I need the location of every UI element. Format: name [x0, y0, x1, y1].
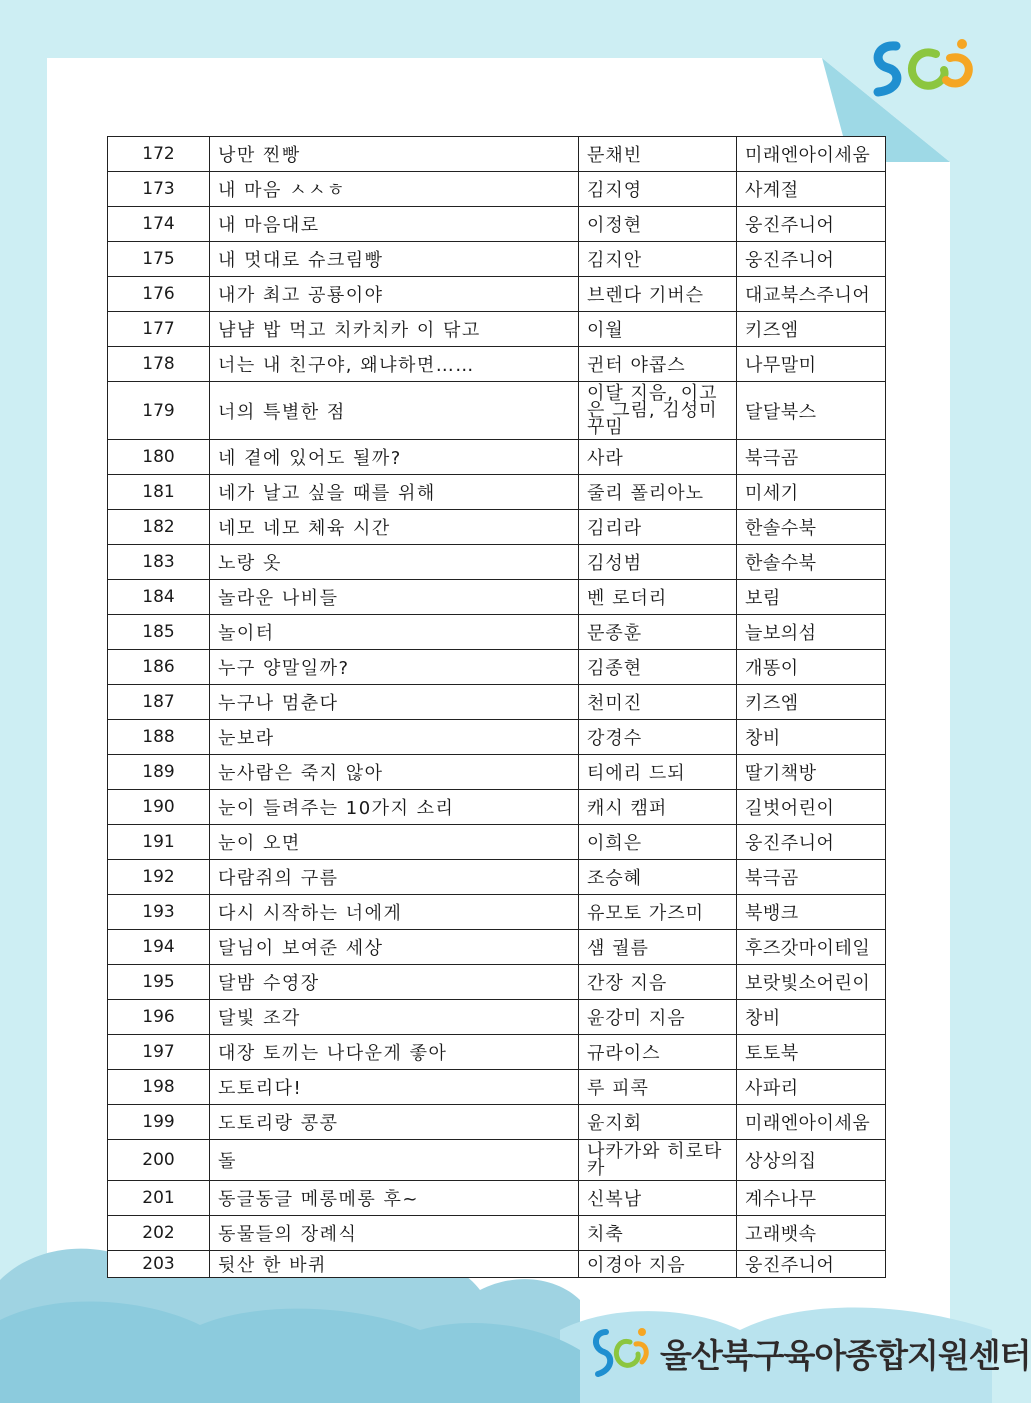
book-publisher: 나무말미: [737, 347, 886, 382]
table-row: [108, 1105, 886, 1140]
book-publisher: 북극곰: [737, 440, 886, 475]
row-number: 202: [108, 1216, 210, 1251]
book-title: 다람쥐의 구름: [210, 860, 579, 895]
book-title: 놀라운 나비들: [210, 580, 579, 615]
table-row: [108, 685, 886, 720]
book-title: 눈이 들려주는 10가지 소리: [210, 790, 579, 825]
book-publisher: 웅진주니어: [737, 242, 886, 277]
row-number: 196: [108, 1000, 210, 1035]
row-number: 176: [108, 277, 210, 312]
book-author: 사라: [579, 440, 737, 475]
row-number: 178: [108, 347, 210, 382]
row-number: 174: [108, 207, 210, 242]
table-row: [108, 720, 886, 755]
book-publisher: 키즈엠: [737, 685, 886, 720]
book-title: 내가 최고 공룡이야: [210, 277, 579, 312]
book-title: 돌: [210, 1140, 579, 1181]
table-row: [108, 615, 886, 650]
book-author: 캐시 캠퍼: [579, 790, 737, 825]
table-row: [108, 1216, 886, 1251]
table-row: [108, 650, 886, 685]
book-title: 달빛 조각: [210, 1000, 579, 1035]
table-row: [108, 965, 886, 1000]
book-author: 김지안: [579, 242, 737, 277]
book-author: 강경수: [579, 720, 737, 755]
book-publisher: 한솔수북: [737, 545, 886, 580]
table-row: [108, 930, 886, 965]
book-publisher: 사파리: [737, 1070, 886, 1105]
table-row: [108, 382, 886, 440]
book-publisher: 미세기: [737, 475, 886, 510]
book-publisher: 늘보의섬: [737, 615, 886, 650]
table-row: [108, 510, 886, 545]
table-row: [108, 137, 886, 172]
row-number: 198: [108, 1070, 210, 1105]
row-number: 190: [108, 790, 210, 825]
book-author: 줄리 폴리아노: [579, 475, 737, 510]
row-number: 203: [108, 1251, 210, 1278]
book-author: 브렌다 기버슨: [579, 277, 737, 312]
book-author: 신복남: [579, 1181, 737, 1216]
book-author: 벤 로더리: [579, 580, 737, 615]
row-number: 175: [108, 242, 210, 277]
table-row: [108, 860, 886, 895]
book-title: 누구 양말일까?: [210, 650, 579, 685]
row-number: 191: [108, 825, 210, 860]
book-title: 달밤 수영장: [210, 965, 579, 1000]
book-title: 내 마음 ㅅㅅㅎ: [210, 172, 579, 207]
book-author: 김리라: [579, 510, 737, 545]
book-author: 유모토 가즈미: [579, 895, 737, 930]
table-row: [108, 755, 886, 790]
book-title: 네모 네모 체육 시간: [210, 510, 579, 545]
book-author: 문채빈: [579, 137, 737, 172]
book-title: 낭만 찐빵: [210, 137, 579, 172]
book-publisher: 상상의집: [737, 1140, 886, 1181]
row-number: 199: [108, 1105, 210, 1140]
book-publisher: 웅진주니어: [737, 825, 886, 860]
book-author: 샘 궐름: [579, 930, 737, 965]
book-title: 노랑 옷: [210, 545, 579, 580]
row-number: 180: [108, 440, 210, 475]
row-number: 189: [108, 755, 210, 790]
table-row: [108, 475, 886, 510]
book-publisher: 보랏빛소어린이: [737, 965, 886, 1000]
book-author: 규라이스: [579, 1035, 737, 1070]
book-author: 이경아 지음: [579, 1251, 737, 1278]
book-author: 이달 지음, 이고은 그림, 김성미 꾸밈: [579, 382, 737, 440]
book-author: 이희은: [579, 825, 737, 860]
book-author: 간장 지음: [579, 965, 737, 1000]
row-number: 183: [108, 545, 210, 580]
book-title: 도토리랑 콩콩: [210, 1105, 579, 1140]
book-publisher: 보림: [737, 580, 886, 615]
row-number: 185: [108, 615, 210, 650]
book-publisher: 대교북스주니어: [737, 277, 886, 312]
book-publisher: 달달북스: [737, 382, 886, 440]
row-number: 186: [108, 650, 210, 685]
table-row: [108, 347, 886, 382]
book-author: 김종현: [579, 650, 737, 685]
row-number: 193: [108, 895, 210, 930]
book-author: 나카가와 히로타카: [579, 1140, 737, 1181]
book-title: 눈보라: [210, 720, 579, 755]
book-publisher: 딸기책방: [737, 755, 886, 790]
book-list-table: [107, 136, 886, 1278]
row-number: 197: [108, 1035, 210, 1070]
table-row: [108, 895, 886, 930]
center-logo-icon: [866, 36, 978, 102]
book-author: 티에리 드되: [579, 755, 737, 790]
book-title: 동물들의 장례식: [210, 1216, 579, 1251]
table-row: [108, 172, 886, 207]
table-row: [108, 242, 886, 277]
book-author: 치축: [579, 1216, 737, 1251]
book-publisher: 사계절: [737, 172, 886, 207]
table-row: [108, 825, 886, 860]
book-title: 너는 내 친구야, 왜냐하면……: [210, 347, 579, 382]
book-title: 뒷산 한 바퀴: [210, 1251, 579, 1278]
book-title: 너의 특별한 점: [210, 382, 579, 440]
book-publisher: 토토북: [737, 1035, 886, 1070]
book-title: 냠냠 밥 먹고 치카치카 이 닦고: [210, 312, 579, 347]
book-title: 눈사람은 죽지 않아: [210, 755, 579, 790]
table-row: [108, 207, 886, 242]
book-author: 조승혜: [579, 860, 737, 895]
row-number: 201: [108, 1181, 210, 1216]
book-publisher: 미래엔아이세움: [737, 137, 886, 172]
footer-org-name: 울산북구육아종합지원센터: [660, 1336, 1031, 1375]
book-title: 놀이터: [210, 615, 579, 650]
book-publisher: 후즈갓마이테일: [737, 930, 886, 965]
book-publisher: 고래뱃속: [737, 1216, 886, 1251]
table-row: [108, 1251, 886, 1278]
book-author: 문종훈: [579, 615, 737, 650]
table-row: [108, 440, 886, 475]
row-number: 195: [108, 965, 210, 1000]
book-title: 내 멋대로 슈크림빵: [210, 242, 579, 277]
book-title: 눈이 오면: [210, 825, 579, 860]
row-number: 200: [108, 1140, 210, 1181]
book-title: 도토리다!: [210, 1070, 579, 1105]
book-author: 천미진: [579, 685, 737, 720]
book-title: 대장 토끼는 나다운게 좋아: [210, 1035, 579, 1070]
row-number: 187: [108, 685, 210, 720]
book-author: 김성범: [579, 545, 737, 580]
row-number: 172: [108, 137, 210, 172]
table-row: [108, 312, 886, 347]
row-number: 194: [108, 930, 210, 965]
book-publisher: 북극곰: [737, 860, 886, 895]
book-publisher: 미래엔아이세움: [737, 1105, 886, 1140]
table-row: [108, 1181, 886, 1216]
row-number: 177: [108, 312, 210, 347]
book-title: 네 곁에 있어도 될까?: [210, 440, 579, 475]
book-publisher: 웅진주니어: [737, 207, 886, 242]
row-number: 188: [108, 720, 210, 755]
table-row: [108, 790, 886, 825]
book-title: 내 마음대로: [210, 207, 579, 242]
row-number: 182: [108, 510, 210, 545]
book-author: 귄터 야콥스: [579, 347, 737, 382]
book-publisher: 한솔수북: [737, 510, 886, 545]
table-row: [108, 1035, 886, 1070]
table-row: [108, 1140, 886, 1181]
book-publisher: 창비: [737, 720, 886, 755]
table-row: [108, 277, 886, 312]
book-author: 루 피콕: [579, 1070, 737, 1105]
book-publisher: 키즈엠: [737, 312, 886, 347]
book-publisher: 계수나무: [737, 1181, 886, 1216]
row-number: 179: [108, 382, 210, 440]
book-title: 동글동글 메롱메롱 후~: [210, 1181, 579, 1216]
book-author: 이월: [579, 312, 737, 347]
book-title: 누구나 멈춘다: [210, 685, 579, 720]
footer-logo-icon: [590, 1322, 650, 1386]
book-author: 윤강미 지음: [579, 1000, 737, 1035]
book-title: 네가 날고 싶을 때를 위해: [210, 475, 579, 510]
book-publisher: 북뱅크: [737, 895, 886, 930]
book-publisher: 창비: [737, 1000, 886, 1035]
book-author: 윤지회: [579, 1105, 737, 1140]
book-author: 이정현: [579, 207, 737, 242]
table-row: [108, 1070, 886, 1105]
table-row: [108, 580, 886, 615]
row-number: 181: [108, 475, 210, 510]
book-title: 다시 시작하는 너에게: [210, 895, 579, 930]
table-row: [108, 545, 886, 580]
book-title: 달님이 보여준 세상: [210, 930, 579, 965]
book-publisher: 개똥이: [737, 650, 886, 685]
row-number: 173: [108, 172, 210, 207]
book-publisher: 길벗어린이: [737, 790, 886, 825]
book-author: 김지영: [579, 172, 737, 207]
table-row: [108, 1000, 886, 1035]
row-number: 192: [108, 860, 210, 895]
row-number: 184: [108, 580, 210, 615]
book-publisher: 웅진주니어: [737, 1251, 886, 1278]
